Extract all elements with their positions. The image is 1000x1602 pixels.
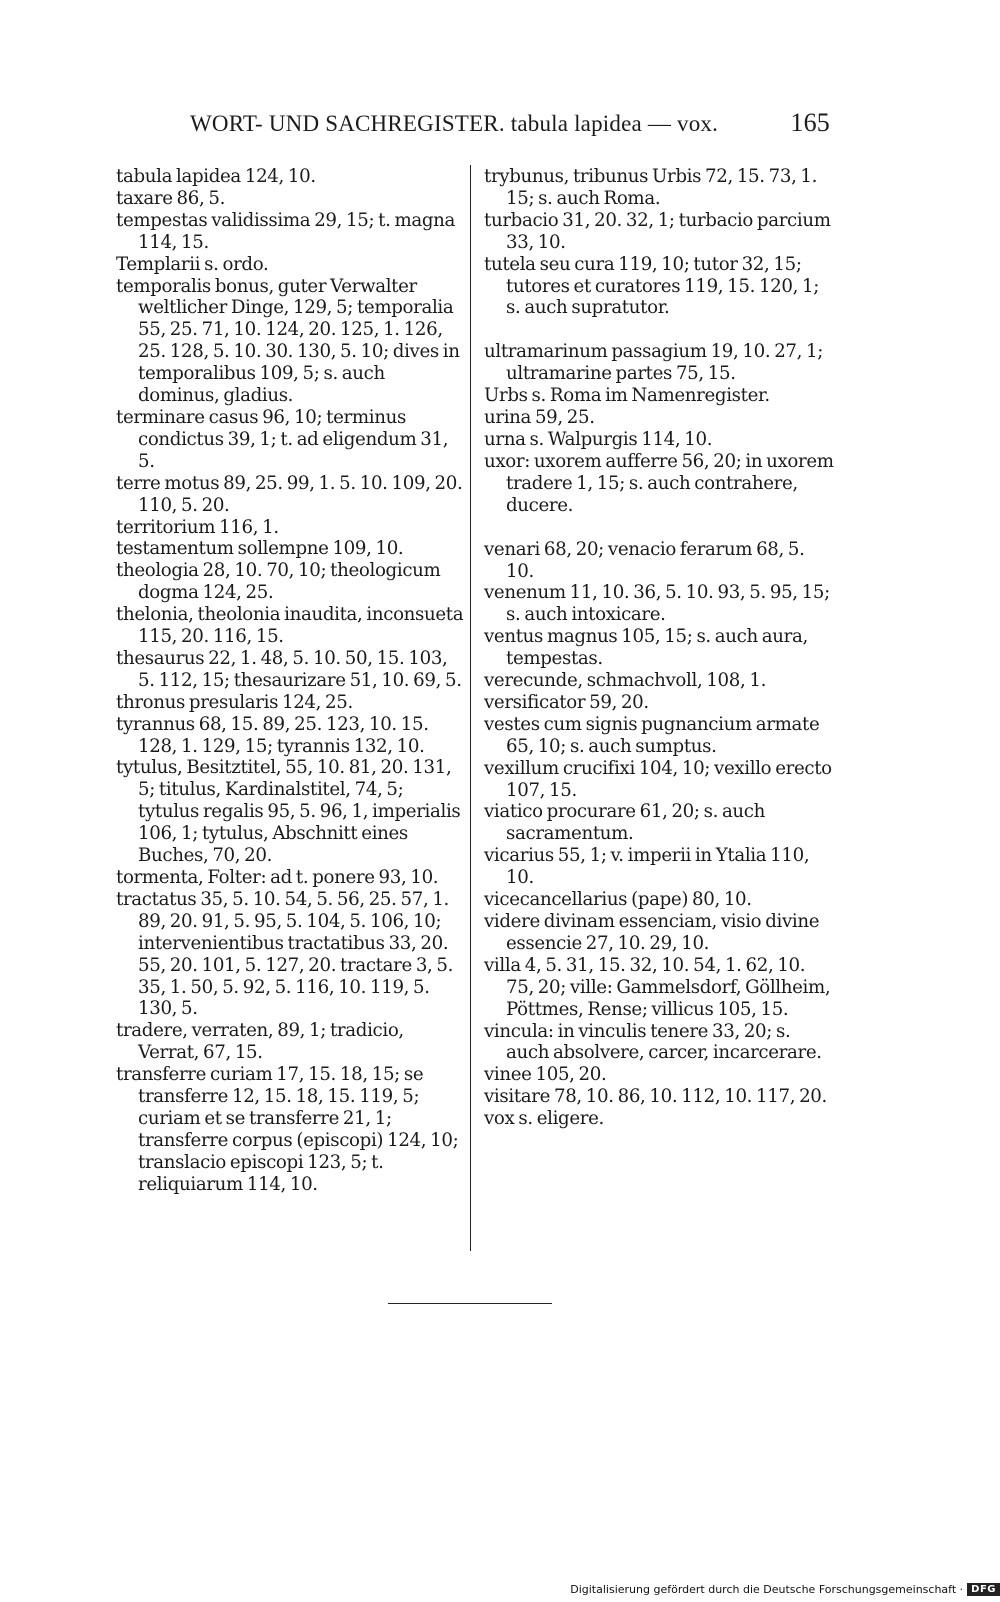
index-entry: tradere, verraten, 89, 1; tradicio, Verrat, 67, 15. xyxy=(116,1020,404,1064)
dfg-logo-icon: DFG xyxy=(967,1583,1000,1596)
index-entry: vexillum crucifixi 104, 10; vexillo erecto 107, 15. xyxy=(484,757,832,801)
index-entry: videre divinam essenciam, visio divine essencie 27, 10. 29, 10. xyxy=(484,911,820,954)
index-entry: theologia 28, 10. 70, 10; theologicum dogma 124, 25. xyxy=(116,560,441,604)
index-entry: thelonia, theolonia inaudita, inconsueta 115, 20. 116, 15. xyxy=(116,604,464,648)
index-entry: transferre curiam 17, 15. 18, 15; se transferre 12, 15. 18, 15. 119, 5; curiam et se transferre 21, 1; transferre corpus (episcopi) 124, 10; translacio episcopi 123, 5; t. reliquiarum 114, 10. xyxy=(116,1064,459,1195)
index-entry: vox s. eligere. xyxy=(484,1108,604,1130)
index-entry: uxor: uxorem aufferre 56, 20; in uxorem tradere 1, 15; s. auch contrahere, ducere. xyxy=(484,450,834,516)
index-entry: Urbs s. Roma im Namenregister. xyxy=(484,385,770,407)
index-column-left xyxy=(116,166,468,1196)
index-entry: terre motus 89, 25. 99, 1. 5. 10. 109, 20. 110, 5. 20. xyxy=(116,472,463,516)
index-entry: vincula: in vinculis tenere 33, 20; s. auch absolvere, carcer, incarcerare. xyxy=(484,1020,822,1064)
index-entry: thronus presularis 124, 25. xyxy=(116,691,353,713)
index-entry: trybunus, tribunus Urbis 72, 15. 73, 1. 15; s. auch Roma. xyxy=(484,166,818,209)
index-entry: viatico procurare 61, 20; s. auch sacramentum. xyxy=(484,801,765,845)
index-entry: vestes cum signis pugnancium armate 65, 10; s. auch sumptus. xyxy=(484,713,820,757)
index-entry: urna s. Walpurgis 114, 10. xyxy=(484,428,713,450)
index-entry: territorium 116, 1. xyxy=(116,516,279,538)
page-number: 165 xyxy=(790,108,830,137)
index-entry: venari 68, 20; venacio ferarum 68, 5. 10. xyxy=(484,538,805,582)
index-entry: thesaurus 22, 1. 48, 5. 10. 50, 15. 103, 5. 112, 15; thesaurizare 51, 10. 69, 5. xyxy=(116,647,462,691)
index-entry: ultramarinum passagium 19, 10. 27, 1; ultramarine partes 75, 15. xyxy=(484,341,823,385)
index-entry: temporalis bonus, guter Verwalter weltlicher Dinge, 129, 5; temporalia 55, 25. 71, 10. 124, 20. 125, 1. 126, 25. 128, 5. 10. 30. 130, 5. 10; dives in temporalibus 109, 5; s. auch dominus, gladius. xyxy=(116,275,460,407)
index-column-right xyxy=(484,166,836,1130)
index-entry: verecunde, schmachvoll, 108, 1. xyxy=(484,670,766,692)
index-entry: ventus magnus 105, 15; s. auch aura, tempestas. xyxy=(484,626,808,670)
index-entry: vinee 105, 20. xyxy=(484,1064,607,1086)
index-entry: Templarii s. ordo. xyxy=(116,253,269,275)
running-title: WORT- UND SACHREGISTER. tabula lapidea — vox. xyxy=(190,111,719,136)
index-entry: tyrannus 68, 15. 89, 25. 123, 10. 15. 128, 1. 129, 15; tyrannis 132, 10. xyxy=(116,713,429,757)
index-entry: taxare 86, 5. xyxy=(116,187,225,209)
index-entry: tempestas validissima 29, 15; t. magna 114, 15. xyxy=(116,209,456,253)
index-entry: visitare 78, 10. 86, 10. 112, 10. 117, 20. xyxy=(484,1086,827,1108)
index-entry: tractatus 35, 5. 10. 54, 5. 56, 25. 57, 1. 89, 20. 91, 5. 95, 5. 104, 5. 106, 10; intervenientibus tractatibus 33, 20. 55, 20. 101, 5. 127, 20. tractare 3, 5. 35, 1. 50, 5. 92, 5. 116, 10. 119, 5. 130, 5. xyxy=(116,888,454,1020)
index-entry: turbacio 31, 20. 32, 1; turbacio parcium 33, 10. xyxy=(484,209,831,253)
index-entry: versificator 59, 20. xyxy=(484,691,649,713)
digitization-footer xyxy=(570,1580,1000,1598)
index-entry: tutela seu cura 119, 10; tutor 32, 15; tutores et curatores 119, 15. 120, 1; s. auch supratutor. xyxy=(484,253,819,319)
running-header xyxy=(190,108,830,142)
index-entry: testamentum sollempne 109, 10. xyxy=(116,538,404,560)
index-entry: vicarius 55, 1; v. imperii in Ytalia 110, 10. xyxy=(484,845,810,889)
index-entry: terminare casus 96, 10; terminus condictus 39, 1; t. ad eligendum 31, 5. xyxy=(116,406,449,472)
index-entry: tytulus, Besitztitel, 55, 10. 81, 20. 131, 5; titulus, Kardinalstitel, 74, 5; tytulus regalis 95, 5. 96, 1, imperialis 106, 1; tytulus, Abschnitt eines Buches, 70, 20. xyxy=(116,757,461,867)
index-entry: tabula lapidea 124, 10. xyxy=(116,166,316,187)
index-entry: villa 4, 5. 31, 15. 32, 10. 54, 1. 62, 10. 75, 20; ville: Gammelsdorf, Göllheim, Pöttmes, Rense; villicus 105, 15. xyxy=(484,954,831,1020)
column-divider xyxy=(470,165,471,1251)
index-entry: venenum 11, 10. 36, 5. 10. 93, 5. 95, 15; s. auch intoxicare. xyxy=(484,582,830,626)
end-rule xyxy=(388,1303,552,1304)
footer-credit: Digitalisierung gefördert durch die Deutsche Forschungsgemeinschaft · xyxy=(570,1582,964,1596)
index-entry: urina 59, 25. xyxy=(484,407,595,429)
index-entry: vicecancellarius (pape) 80, 10. xyxy=(484,889,752,911)
index-entry: tormenta, Folter: ad t. ponere 93, 10. xyxy=(116,867,439,888)
